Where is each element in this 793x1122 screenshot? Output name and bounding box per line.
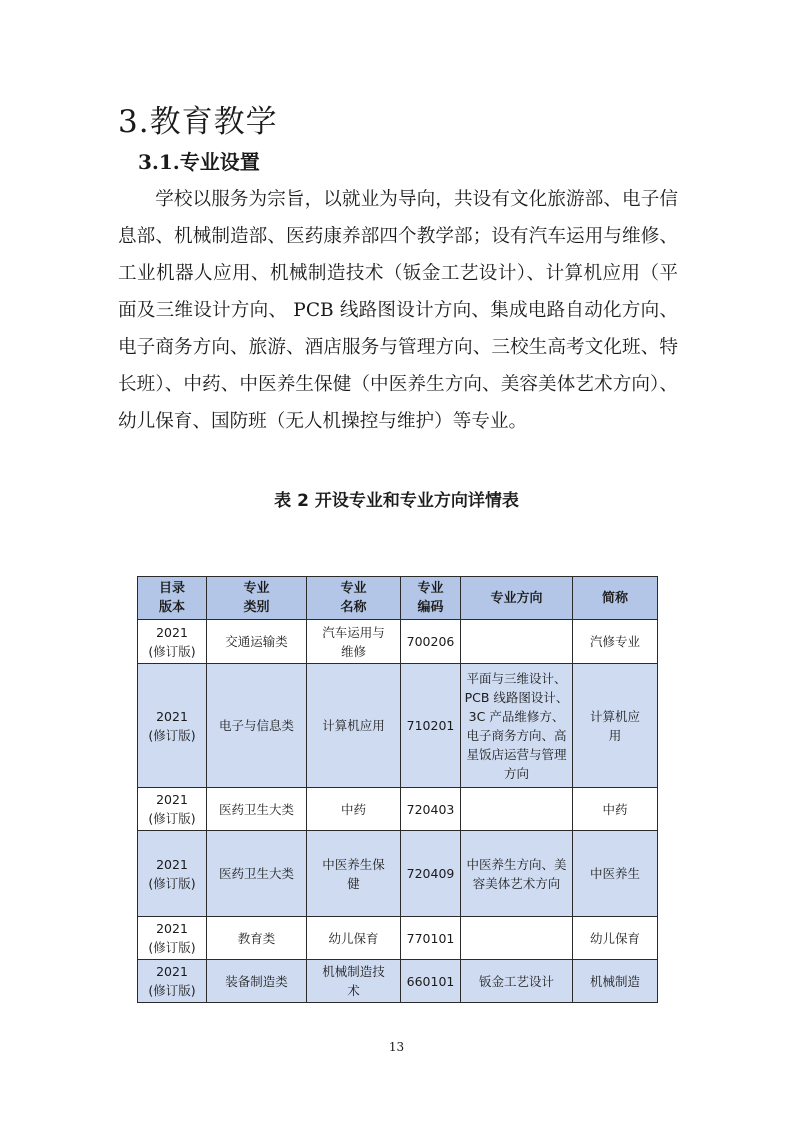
- cell-category: [207, 664, 307, 788]
- header-abbreviation: [573, 577, 658, 620]
- cell-text: 机械制造: [589, 973, 640, 989]
- cell-text: 交通运输类: [225, 634, 288, 649]
- cell-text: 教育类: [237, 930, 276, 946]
- cell-category: [207, 620, 307, 664]
- cell-category: [207, 917, 307, 960]
- cell-text: 医药卫生大类: [218, 866, 294, 881]
- section-heading: 3.教育教学: [118, 104, 278, 140]
- cell-code: [401, 917, 461, 960]
- table-row: [138, 917, 658, 960]
- cell-text: 钣金工艺设计: [478, 973, 554, 989]
- cell-text: 中药: [340, 801, 366, 817]
- cell-direction: [461, 917, 573, 960]
- cell-text: 770101: [406, 930, 455, 946]
- header-text: 简称: [601, 590, 628, 606]
- cell-code: [401, 831, 461, 917]
- header-category: [207, 577, 307, 620]
- cell-text: 660101: [406, 973, 455, 989]
- cell-abbrev: [573, 960, 658, 1003]
- cell-text: 汽车运用与 维修: [322, 624, 385, 659]
- cell-name: [307, 831, 401, 917]
- cell-version: [138, 620, 207, 664]
- header-major-code: [401, 577, 461, 620]
- cell-category: [207, 831, 307, 917]
- cell-category: [207, 960, 307, 1003]
- cell-direction: [461, 960, 573, 1003]
- header-text: 专业 编码: [417, 581, 444, 615]
- cell-version: [138, 788, 207, 831]
- cell-text: 平面与三维设计、PCB 线路图设计、3C 产品维修方、电子商务方向、高星饭店运营与管理方向: [464, 670, 569, 781]
- table-header-row: [138, 577, 658, 620]
- table-row: [138, 788, 658, 831]
- cell-text: 汽修专业: [589, 634, 640, 649]
- table-caption: 表 2 开设专业和专业方向详情表: [274, 491, 519, 511]
- cell-text: 医药卫生大类: [218, 801, 294, 817]
- cell-name: [307, 620, 401, 664]
- cell-category: [207, 788, 307, 831]
- cell-text: 中药: [602, 801, 628, 817]
- cell-abbrev: [573, 831, 658, 917]
- cell-version: [138, 831, 207, 917]
- cell-direction: [461, 788, 573, 831]
- cell-text: 2021 (修订版): [148, 856, 196, 891]
- major-table: [137, 576, 658, 1003]
- cell-text: 计算机应用: [322, 718, 385, 733]
- cell-code: [401, 960, 461, 1003]
- cell-name: [307, 788, 401, 831]
- cell-text: 装备制造类: [225, 973, 288, 989]
- cell-text: 710201: [406, 718, 455, 733]
- cell-text: 700206: [406, 634, 455, 649]
- cell-abbrev: [573, 788, 658, 831]
- header-text: 专业 类别: [243, 581, 270, 615]
- cell-text: 720409: [406, 866, 455, 881]
- cell-text: 中医养生方向、美容美体艺术方向: [466, 856, 567, 891]
- header-major-name: [307, 577, 401, 620]
- header-text: 专业 名称: [340, 581, 367, 615]
- cell-text: 计算机应 用: [589, 708, 640, 743]
- cell-text: 2021 (修订版): [148, 964, 196, 998]
- table-row: [138, 664, 658, 788]
- cell-code: [401, 620, 461, 664]
- cell-abbrev: [573, 620, 658, 664]
- header-text: 专业方向: [490, 590, 543, 606]
- cell-direction: [461, 620, 573, 664]
- cell-text: 720403: [406, 801, 455, 817]
- cell-text: 机械制造技 术: [322, 964, 385, 998]
- cell-name: [307, 664, 401, 788]
- subsection-heading: 3.1.专业设置: [138, 150, 260, 174]
- cell-code: [401, 788, 461, 831]
- cell-text: 电子与信息类: [218, 718, 294, 733]
- cell-direction: [461, 664, 573, 788]
- cell-name: [307, 917, 401, 960]
- cell-version: [138, 960, 207, 1003]
- cell-text: 2021 (修订版): [148, 624, 196, 659]
- cell-abbrev: [573, 664, 658, 788]
- header-catalog-version: [138, 577, 207, 620]
- cell-text: 幼儿保育: [589, 930, 640, 946]
- cell-name: [307, 960, 401, 1003]
- cell-version: [138, 664, 207, 788]
- cell-code: [401, 664, 461, 788]
- cell-text: 中医养生保 健: [322, 856, 385, 891]
- header-direction: [461, 577, 573, 620]
- page-number: 13: [388, 1040, 405, 1054]
- cell-text: 2021 (修订版): [148, 708, 196, 743]
- cell-abbrev: [573, 917, 658, 960]
- header-text: 目录 版本: [158, 581, 185, 615]
- cell-text: 中医养生: [589, 866, 640, 881]
- cell-text: 2021 (修订版): [148, 921, 196, 955]
- table-row: [138, 620, 658, 664]
- table-row: [138, 960, 658, 1003]
- body-paragraph: 学校以服务为宗旨，以就业为导向，共设有文化旅游部、电子信息部、机械制造部、医药康养部四个教学部；设有汽车运用与维修、工业机器人应用、机械制造技术（钣金工艺设计）、计算机应用（平面及三维设计方向、 PCB 线路图设计方向、集成电路自动化方向、电子商务方向、旅游、酒店服务与管理方向、三校生高考文化班、特长班）、中药、中医养生保健（中医养生方向、美容美体艺术方向）、幼儿保育、国防班（无人机操控与维护）等专业。: [118, 189, 678, 432]
- cell-version: [138, 917, 207, 960]
- cell-direction: [461, 831, 573, 917]
- cell-text: 幼儿保育: [328, 930, 379, 946]
- table-row: [138, 831, 658, 917]
- cell-text: 2021 (修订版): [148, 792, 196, 826]
